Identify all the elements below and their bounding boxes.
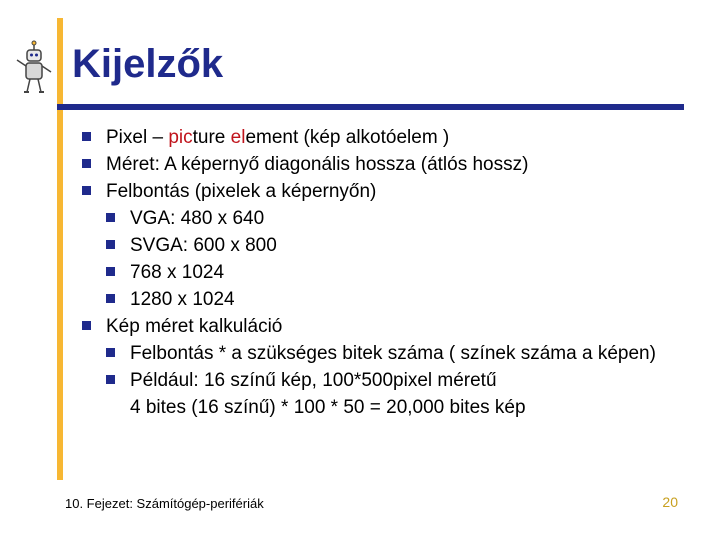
square-bullet-icon <box>106 294 115 303</box>
square-bullet-icon <box>106 267 115 276</box>
list-item-felbontas <box>82 178 692 313</box>
square-bullet-icon <box>106 348 115 357</box>
square-bullet-icon <box>82 159 91 168</box>
sub-item-text: VGA: 480 x 640 <box>130 208 265 229</box>
felbontas-text: Felbontás (pixelek a képernyőn) <box>106 181 377 202</box>
sub-item-768 <box>106 259 692 286</box>
sub-item-1280 <box>106 286 692 313</box>
square-bullet-icon <box>82 321 91 330</box>
peldaul-line-2: 4 bites (16 színű) * 100 * 50 = 20,000 bites kép <box>130 397 526 418</box>
page-title: Kijelzők <box>72 42 224 86</box>
peldaul-line-1: Például: 16 színű kép, 100*500pixel méretű <box>130 370 497 391</box>
list-item-meret <box>82 151 692 178</box>
sub-item-text: 1280 x 1024 <box>130 289 235 310</box>
kep-meret-sublist <box>106 340 692 421</box>
pixel-text-pic: pic <box>168 127 193 148</box>
sub-item-felbontas-bitek <box>106 340 692 367</box>
footer-chapter: 10. Fejezet: Számítógép-perifériák <box>65 496 264 511</box>
square-bullet-icon <box>82 186 91 195</box>
robot-mascot-icon <box>14 40 54 96</box>
felbontas-sublist <box>106 205 692 313</box>
square-bullet-icon <box>82 132 91 141</box>
square-bullet-icon <box>106 240 115 249</box>
list-item-kep-meret <box>82 313 692 421</box>
meret-text: Méret: A képernyő diagonális hossza (átlós hossz) <box>106 154 529 175</box>
sub-item-text: 768 x 1024 <box>130 262 225 283</box>
kep-meret-text: Kép méret kalkuláció <box>106 316 283 337</box>
pixel-text-before: Pixel – <box>106 127 169 148</box>
accent-vertical-bar <box>57 18 63 480</box>
sub-item-text: SVGA: 600 x 800 <box>130 235 277 256</box>
sub-item-text: Felbontás * a szükséges bitek száma ( színek száma a képen) <box>130 343 656 364</box>
page-number: 20 <box>662 494 678 510</box>
square-bullet-icon <box>106 213 115 222</box>
sub-item-vga <box>106 205 692 232</box>
pixel-text-mid: ture <box>192 127 231 148</box>
sub-item-svga <box>106 232 692 259</box>
pixel-text-el: el <box>230 127 246 148</box>
content-list <box>82 124 692 421</box>
list-item-pixel <box>82 124 692 151</box>
sub-item-peldaul <box>106 367 692 421</box>
pixel-text-after: ement (kép alkotóelem ) <box>245 127 450 148</box>
title-underline-bar <box>57 104 684 110</box>
square-bullet-icon <box>106 375 115 384</box>
